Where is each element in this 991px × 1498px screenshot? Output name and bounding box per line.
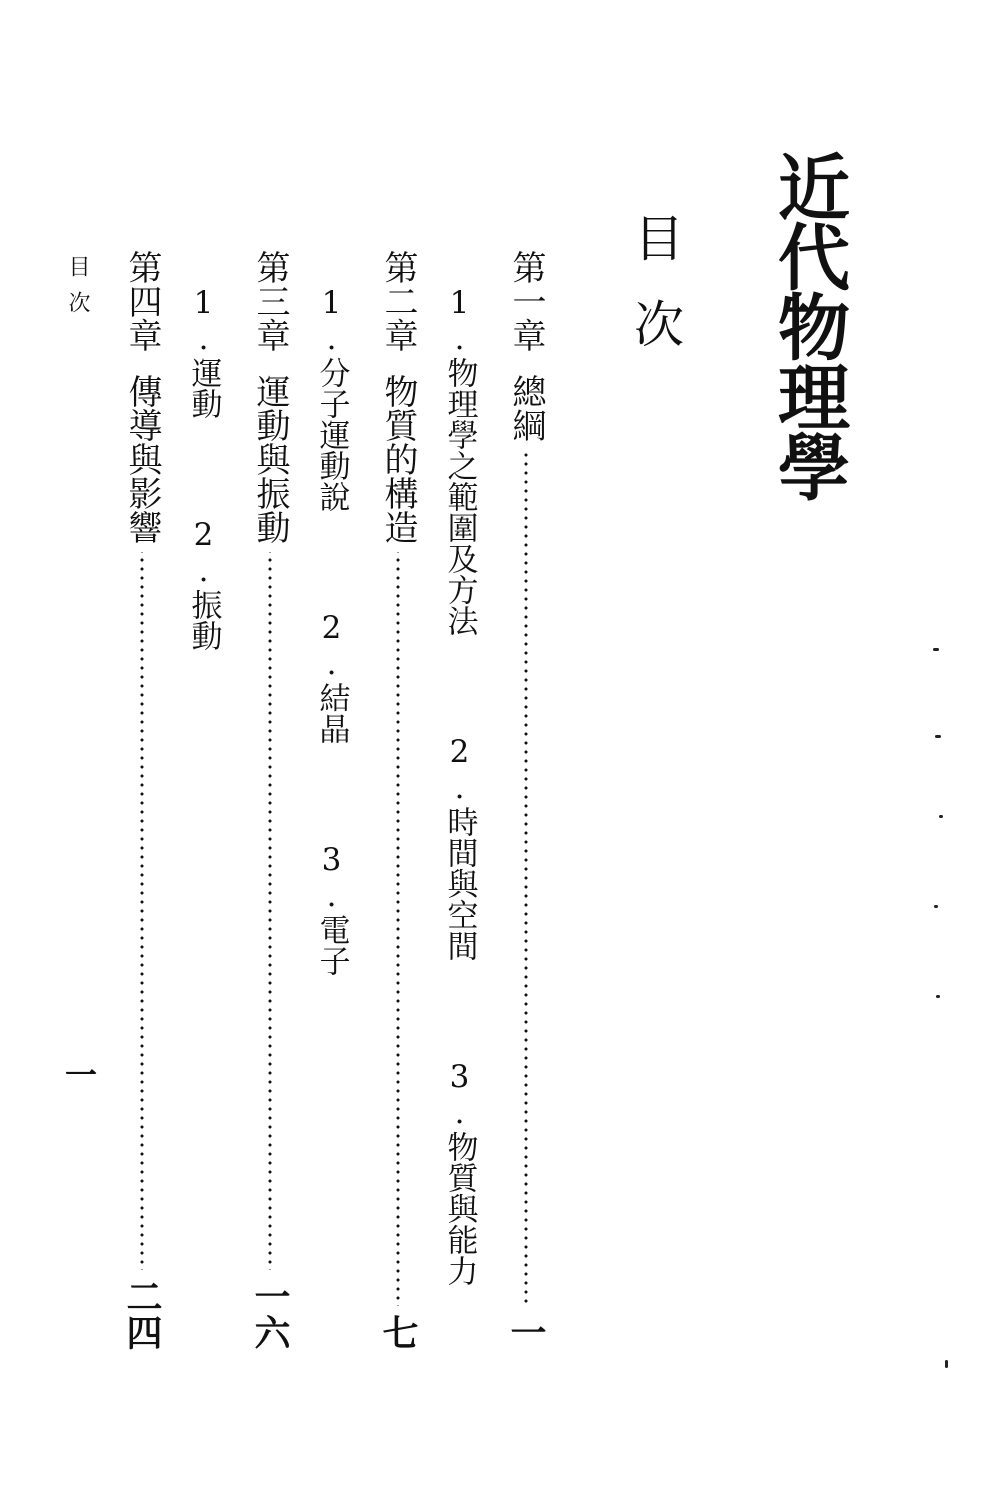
toc-entry-chapter-4[interactable] xyxy=(122,250,162,1350)
scan-margin-specks xyxy=(925,640,975,1400)
chapter-page-number: 一六 xyxy=(249,1278,291,1350)
section-item[interactable]: 1.運動 2.振動 xyxy=(185,285,222,651)
running-header-label: 目次 xyxy=(65,255,90,327)
chapter-page-number: 七 xyxy=(377,1314,419,1350)
chapter-label: 第二章 xyxy=(378,250,418,352)
toc-heading: 目次 xyxy=(626,212,684,384)
section-item[interactable]: 1.分子運動說 2.結晶 3.電子 xyxy=(313,285,350,976)
chapter-title: 運動與振動 xyxy=(250,374,290,544)
chapter-page-number: 一 xyxy=(505,1314,547,1350)
dot-leader xyxy=(524,450,528,1306)
chapter-title: 傳導與影響 xyxy=(122,374,162,544)
chapter-label: 第四章 xyxy=(122,250,162,352)
section-list-chapter-2 xyxy=(315,285,355,976)
toc-entry-chapter-2[interactable] xyxy=(378,250,418,1350)
section-list-chapter-1 xyxy=(443,285,483,1286)
chapter-label: 第一章 xyxy=(506,250,546,352)
section-list-chapter-3 xyxy=(187,285,227,651)
chapter-title: 總綱 xyxy=(506,374,546,442)
dot-leader xyxy=(140,552,144,1270)
chapter-title: 物質的構造 xyxy=(378,374,418,544)
section-item[interactable]: 1.物理學之範圍及方法 2.時間與空間 3.物質與能力 xyxy=(441,285,478,1286)
dot-leader xyxy=(396,552,400,1306)
page-number: 一 xyxy=(65,1056,98,1094)
dot-leader xyxy=(268,552,272,1270)
book-title: 近代物理學 xyxy=(766,150,850,500)
chapter-label: 第三章 xyxy=(250,250,290,352)
chapter-page-number: 二四 xyxy=(121,1278,163,1350)
toc-entry-chapter-3[interactable] xyxy=(250,250,290,1350)
toc-entry-chapter-1[interactable] xyxy=(506,250,546,1350)
